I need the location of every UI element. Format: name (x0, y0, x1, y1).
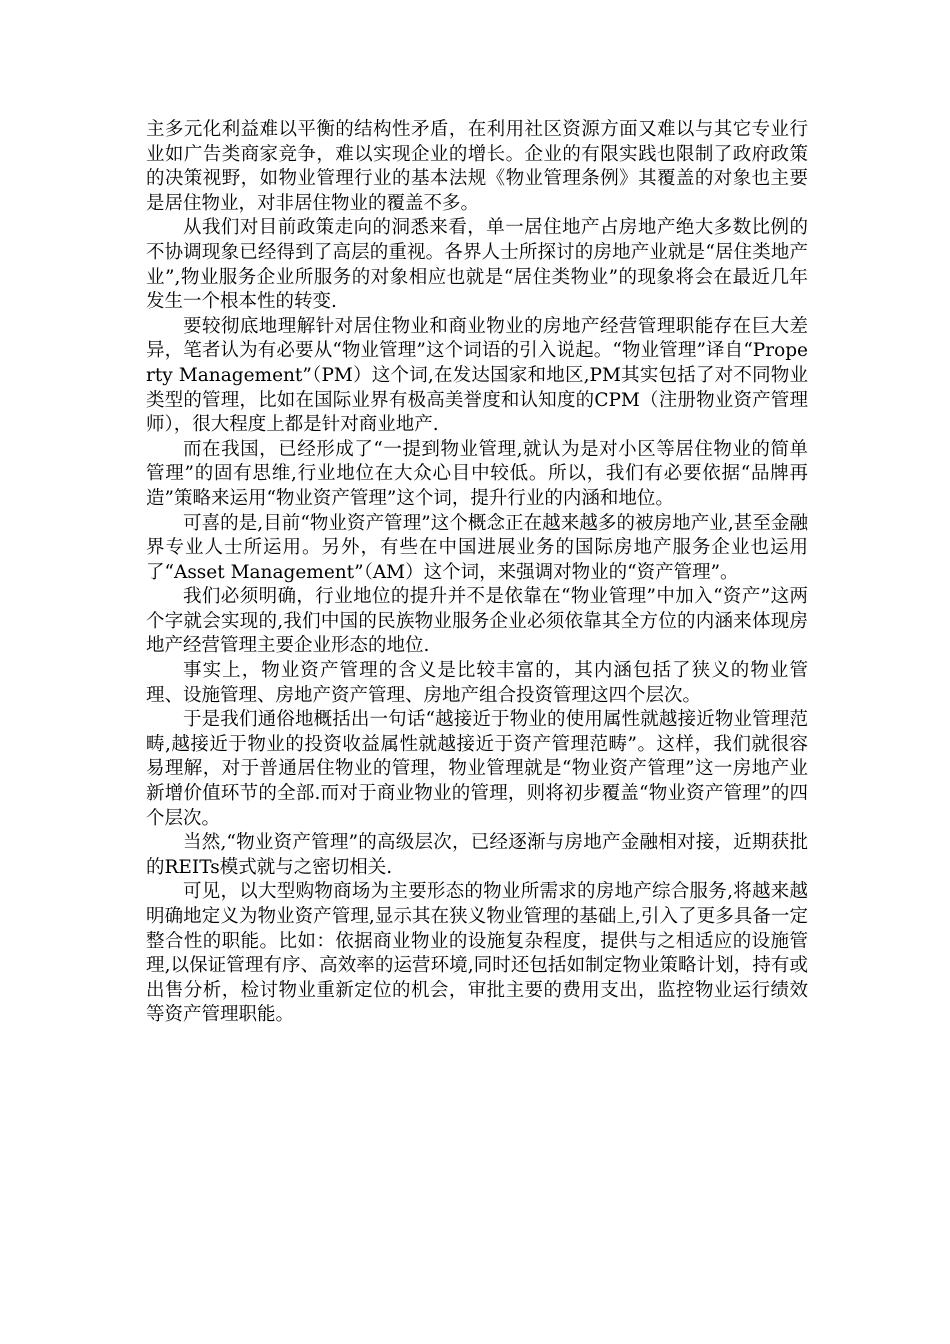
document-body (146, 118, 808, 1028)
paragraph: 而在我国，已经形成了“一提到物业管理,就认为是对小区等居住物业的简单管理”的固有思维,行业地位在大众心目中较低。所以，我们有必要依据“品牌再造”策略来运用“物业资产管理”这个词，提升行业的内涵和地位。 (146, 438, 808, 509)
paragraph: 可见，以大型购物商场为主要形态的物业所需求的房地产综合服务,将越来越明确地定义为物业资产管理,显示其在狭义物业管理的基础上,引入了更多具备一定整合性的职能。比如：依据商业物业的设施复杂程度，提供与之相适应的设施管理,以保证管理有序、高效率的运营环境,同时还包括如制定物业策略计划，持有或出售分析，检讨物业重新定位的机会，审批主要的费用支出，监控物业运行绩效等资产管理职能。 (146, 881, 808, 1026)
paragraph: 于是我们通俗地概括出一句话“越接近于物业的使用属性就越接近物业管理范畴,越接近于物业的投资收益属性就越接近于资产管理范畴”。这样，我们就很容易理解，对于普通居住物业的管理，物业管理就是“物业资产管理”这一房地产业新增价值环节的全部.而对于商业物业的管理，则将初步覆盖“物业资产管理”的四个层次。 (146, 709, 808, 829)
paragraph: 当然,“物业资产管理”的高级层次，已经逐渐与房地产金融相对接，近期获批的REITs模式就与之密切相关. (146, 832, 808, 878)
paragraph: 可喜的是,目前“物业资产管理”这个概念正在越来越多的被房地产业,甚至金融界专业人士所运用。另外，有些在中国进展业务的国际房地产服务企业也运用了“Asset Management”（AM）这个词，来强调对物业的“资产管理”。 (146, 512, 808, 583)
paragraph: 事实上，物业资产管理的含义是比较丰富的，其内涵包括了狭义的物业管理、设施管理、房地产资产管理、房地产组合投资管理这四个层次。 (146, 660, 808, 706)
paragraph: 要较彻底地理解针对居住物业和商业物业的房地产经营管理职能存在巨大差异，笔者认为有必要从“物业管理”这个词语的引入说起。“物业管理”译自“Property Management”（PM）这个词,在发达国家和地区,PM其实包括了对不同物业类型的管理，比如在国际业界有极高美誉度和认知度的CPM（注册物业资产管理师），很大程度上都是针对商业地产. (146, 315, 808, 436)
paragraph: 我们必须明确，行业地位的提升并不是依靠在“物业管理”中加入“资产”这两个字就会实现的,我们中国的民族物业服务企业必须依靠其全方位的内涵来体现房地产经营管理主要企业形态的地位. (146, 586, 808, 657)
paragraph: 从我们对目前政策走向的洞悉来看，单一居住地产占房地产绝大多数比例的不协调现象已经得到了高层的重视。各界人士所探讨的房地产业就是“居住类地产业”,物业服务企业所服务的对象相应也就是“居住类物业”的现象将会在最近几年发生一个根本性的转变. (146, 217, 808, 313)
paragraph: 主多元化利益难以平衡的结构性矛盾，在利用社区资源方面又难以与其它专业行业如广告类商家竞争，难以实现企业的增长。企业的有限实践也限制了政府政策的决策视野，如物业管理行业的基本法规《物业管理条例》其覆盖的对象也主要是居住物业，对非居住物业的覆盖不多。 (146, 119, 808, 214)
